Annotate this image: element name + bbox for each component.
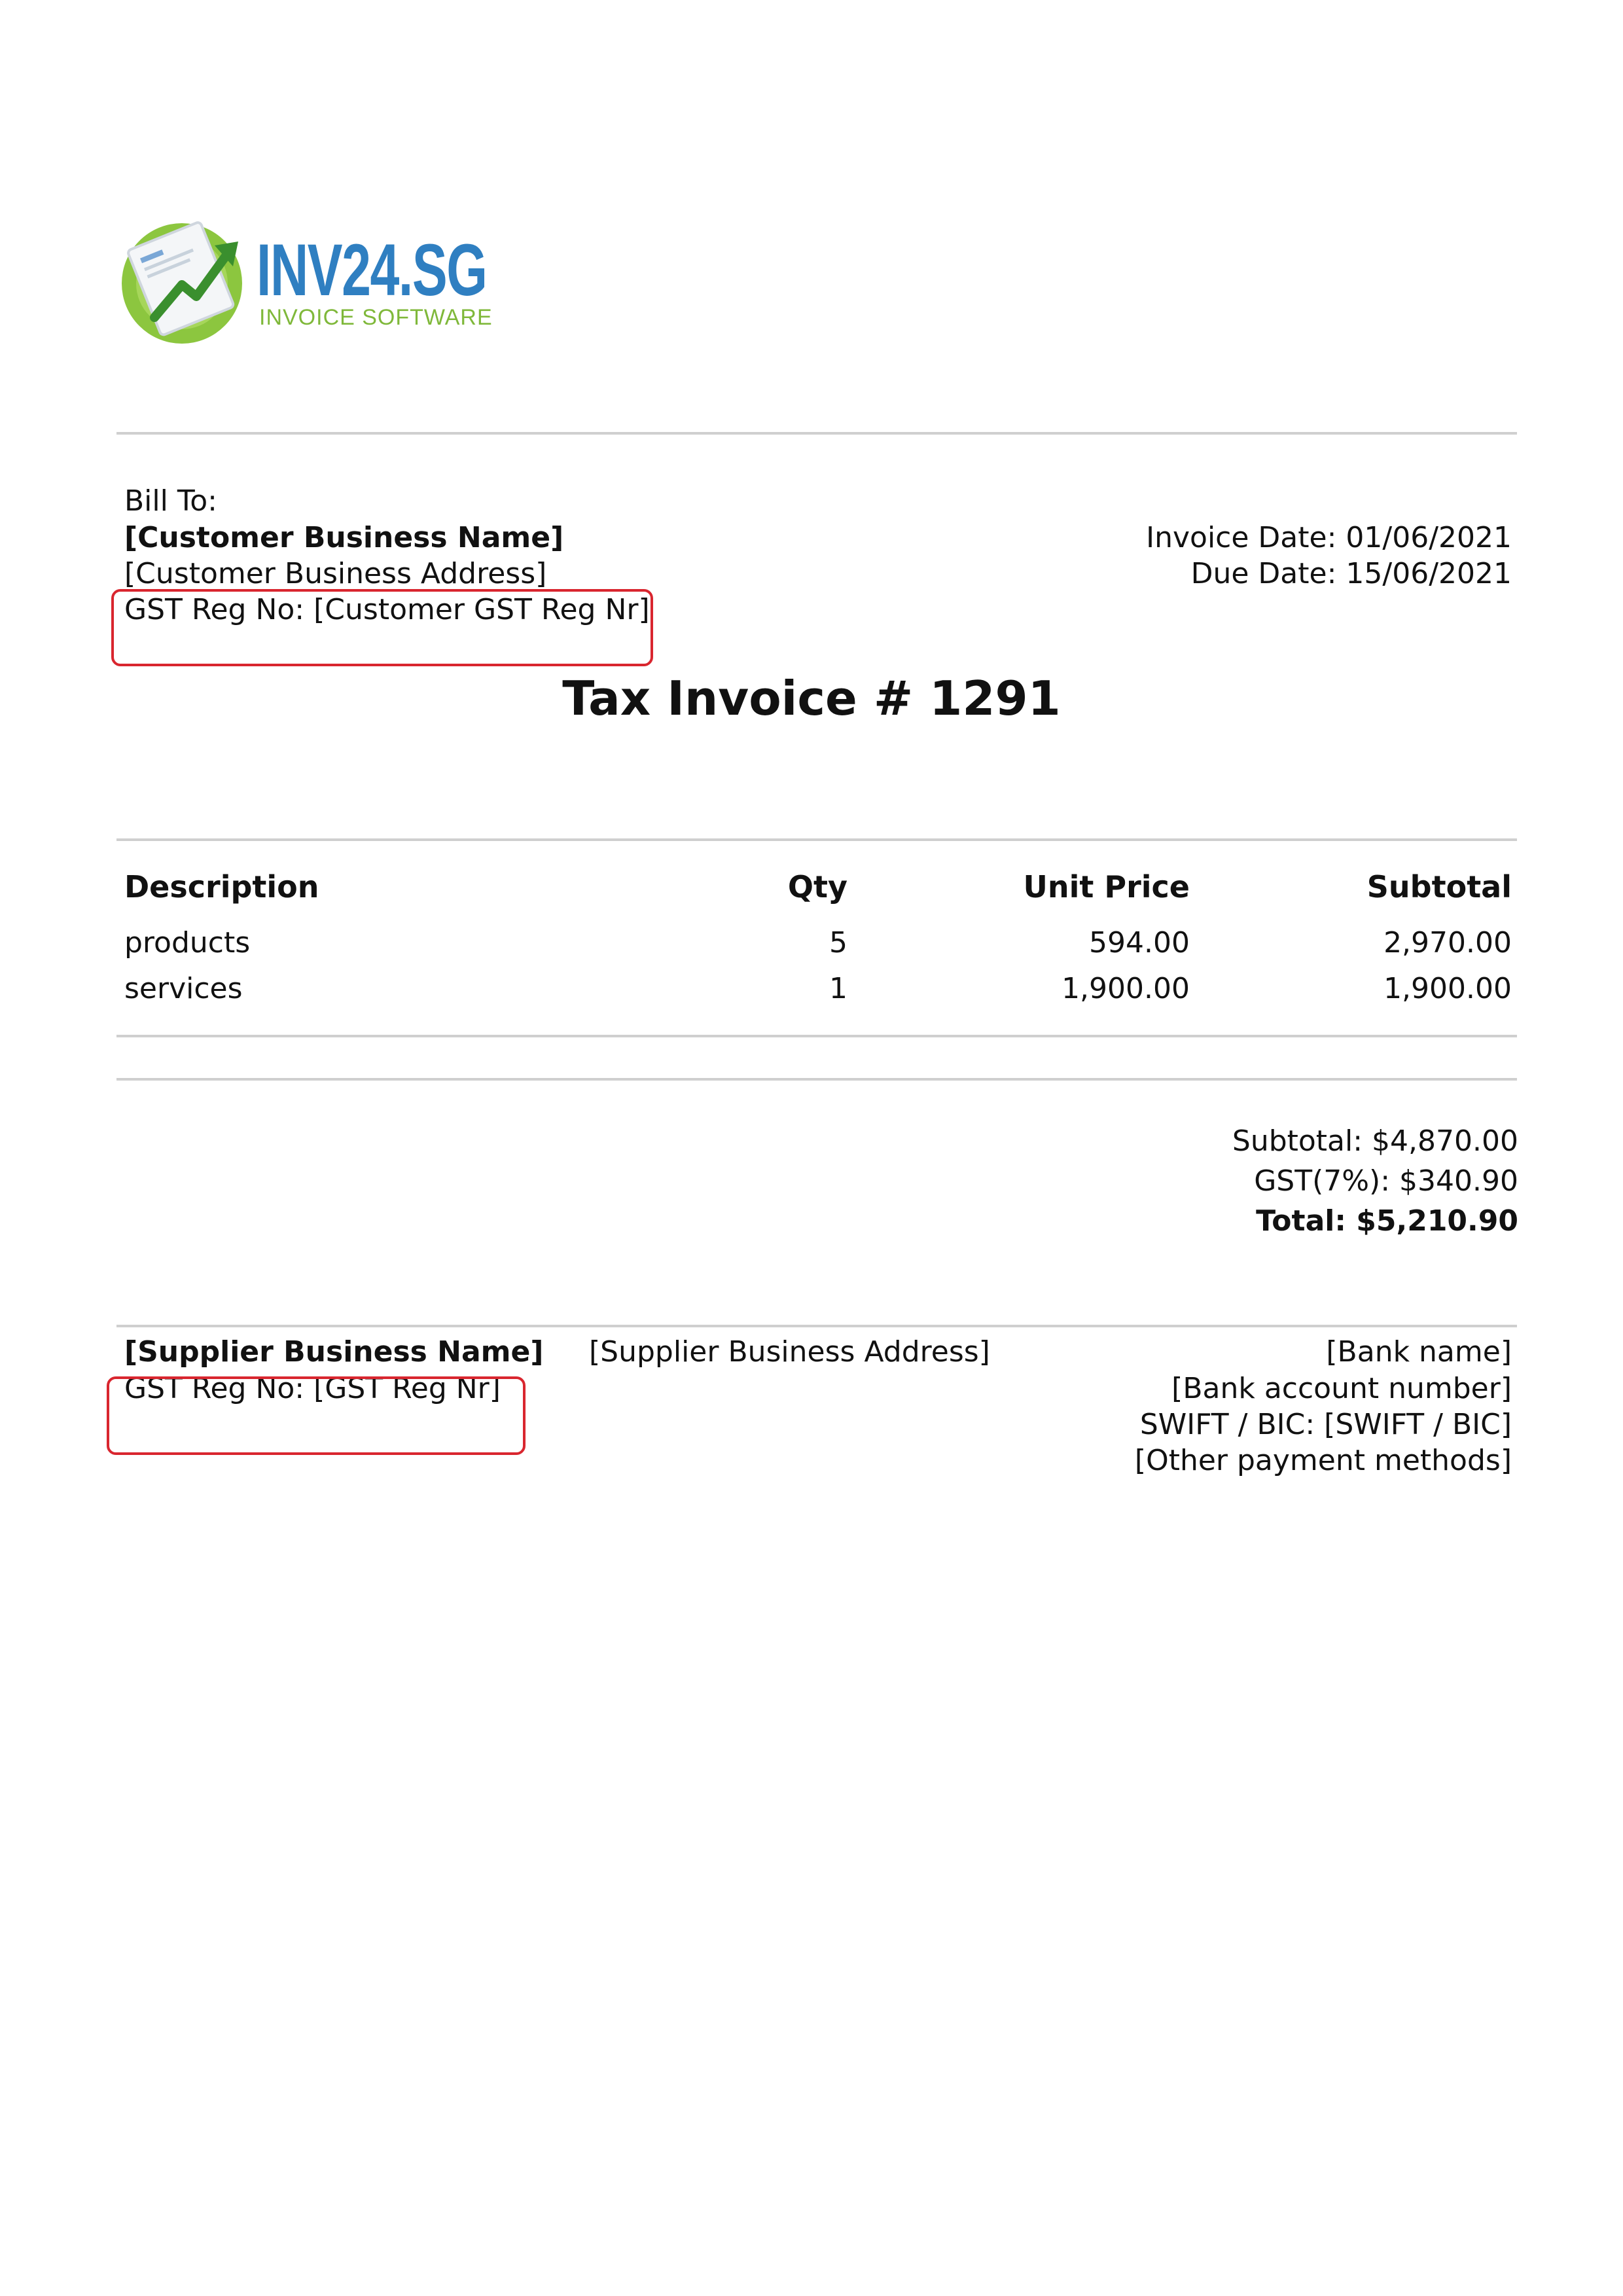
customer-gst: GST Reg No: [Customer GST Reg Nr] [124,593,650,626]
row-unit-price: 1,900.00 [1061,972,1190,1005]
col-header-description: Description [124,869,319,905]
logo-brand-text: INV24.SG [257,229,487,311]
row-qty: 1 [829,972,847,1005]
bank-swift: SWIFT / BIC: [SWIFT / BIC] [1139,1408,1512,1441]
col-header-qty: Qty [787,869,847,905]
row-subtotal: 1,900.00 [1383,972,1512,1005]
header-divider [116,432,1517,435]
company-logo [116,206,522,350]
supplier-gst: GST Reg No: [GST Reg Nr] [124,1372,501,1405]
row-subtotal: 2,970.00 [1383,926,1512,960]
supplier-gst-highlight [107,1376,526,1455]
col-header-unit-price: Unit Price [1023,869,1190,905]
customer-name: [Customer Business Name] [124,521,564,554]
customer-address: [Customer Business Address] [124,557,547,590]
logo-tagline: INVOICE SOFTWARE [259,305,493,330]
customer-gst-highlight [111,589,653,666]
row-unit-price: 594.00 [1089,926,1190,960]
invoice-title: Tax Invoice # 1291 [562,671,1061,726]
row-description: products [124,926,251,960]
logo-emblem-icon [116,206,260,350]
col-header-subtotal: Subtotal [1366,869,1512,905]
footer-divider [116,1325,1517,1327]
bank-name: [Bank name] [1326,1335,1512,1369]
totals-divider [116,1078,1517,1081]
totals-gst: GST(7%): $340.90 [1254,1164,1518,1198]
supplier-name: [Supplier Business Name] [124,1335,544,1369]
bank-other-methods: [Other payment methods] [1134,1444,1512,1477]
invoice-date: Invoice Date: 01/06/2021 [1146,521,1512,554]
table-bottom-divider [116,1035,1517,1037]
bill-to-label: Bill To: [124,484,217,518]
supplier-address: [Supplier Business Address] [589,1335,990,1369]
table-top-divider [116,838,1517,841]
totals-grand-total: Total: $5,210.90 [1256,1204,1518,1238]
bank-account: [Bank account number] [1171,1372,1512,1405]
totals-subtotal: Subtotal: $4,870.00 [1232,1124,1518,1158]
row-qty: 5 [829,926,847,960]
due-date: Due Date: 15/06/2021 [1190,557,1512,590]
row-description: services [124,972,243,1005]
